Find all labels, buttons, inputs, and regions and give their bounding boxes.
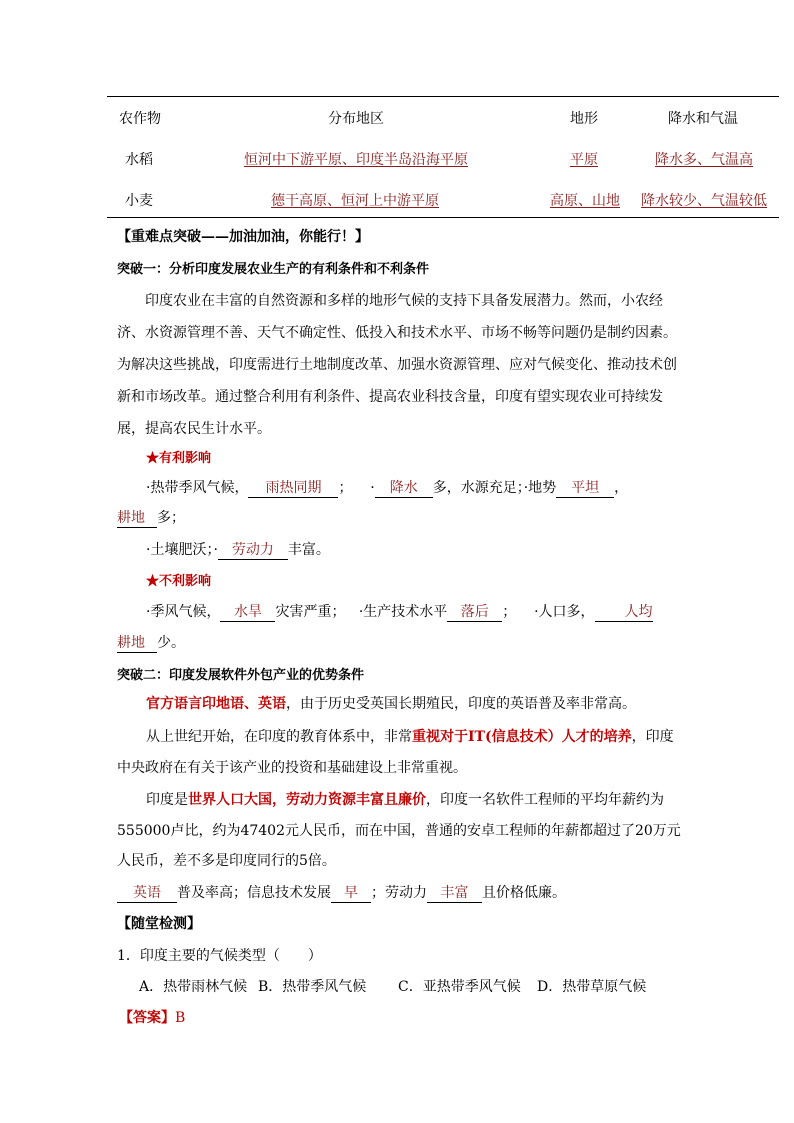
fav3-text-c: 丰富。 xyxy=(287,542,330,558)
unf-text-d: ·生产技术水平 xyxy=(358,604,448,620)
fav-text-g: 多； xyxy=(157,510,185,526)
sum-blank-early: 早 xyxy=(331,882,371,903)
b2-p3-highlight: 世界人口大国，劳动力资源丰富且廉价 xyxy=(188,792,426,808)
table-top-rule xyxy=(107,96,779,97)
unf-text-g: 少。 xyxy=(157,635,185,651)
favorable-line-3 xyxy=(146,539,330,560)
b2-p1-highlight: 官方语言印地语、英语 xyxy=(146,696,286,712)
unf-text-a: ·季风气候， xyxy=(146,604,221,620)
table-row-wheat-region: 德干高原、恒河上中游平原 xyxy=(271,193,439,209)
fav-blank-flat: 平坦 xyxy=(556,477,614,498)
sum-text-d: 且价格低廉。 xyxy=(482,885,566,901)
unf-blank-backward: 落后 xyxy=(447,601,502,622)
fav-text-f: ， xyxy=(614,480,629,496)
fav-blank-precip: 降水 xyxy=(375,477,433,498)
quiz-option-d: D．热带草原气候 xyxy=(537,979,647,995)
sum-text-c: ；劳动力 xyxy=(371,885,427,901)
unf-text-c: 灾害严重； xyxy=(275,604,346,620)
unf-blank-flood-drought: 水旱 xyxy=(220,601,275,622)
quiz-question-1: 1．印度主要的气候类型（ ） xyxy=(117,948,322,964)
answer-value: B xyxy=(175,1010,186,1026)
b2-p2-line2: 中央政府在有关于该产业的投资和基础建设上非常重视。 xyxy=(117,760,467,776)
quiz-option-b: B．热带季风气候 xyxy=(258,979,367,995)
sum-blank-english: 英语 xyxy=(117,882,177,903)
fav-blank-rain-heat: 雨热同期 xyxy=(248,477,338,498)
unfavorable-title: ★不利影响 xyxy=(146,574,212,589)
unf-text-f: ·人口多， xyxy=(534,604,595,620)
table-row-rice-crop: 水稻 xyxy=(125,152,153,168)
b2-p3-a: 印度是 xyxy=(146,792,188,808)
breakthrough-1-paragraph xyxy=(117,285,677,445)
table-header-region: 分布地区 xyxy=(328,111,384,127)
b2-p1 xyxy=(146,693,636,713)
table-header-climate: 降水和气温 xyxy=(668,111,738,127)
b2-p3-b: ，印度一名软件工程师的平均年薪约为 xyxy=(426,792,664,808)
fav-text-a: ·热带季风气候， xyxy=(146,480,249,496)
unf-blank-farmland: 耕地 xyxy=(117,632,157,653)
table-row-rice-region: 恒河中下游平原、印度半岛沿海平原 xyxy=(244,152,468,168)
section-title: 【重难点突破——加油加油，你能行！】 xyxy=(117,229,369,245)
favorable-line-2 xyxy=(117,507,185,528)
b2-p2-highlight: 重视对于IT(信息技术）人才的培养 xyxy=(412,729,632,745)
b2-p2-a: 从上世纪开始，在印度的教育体系中，非常 xyxy=(146,729,412,745)
quiz-title: 【随堂检测】 xyxy=(117,916,201,932)
table-header-terrain: 地形 xyxy=(570,111,598,127)
table-row-rice-terrain: 平原 xyxy=(570,152,598,168)
quiz-option-a: A．热带雨林气候 xyxy=(139,979,248,995)
fav-text-d: · xyxy=(370,480,375,496)
quiz-answer xyxy=(119,1007,185,1027)
favorable-line-1 xyxy=(146,477,628,498)
sum-blank-rich: 丰富 xyxy=(427,882,482,903)
answer-label: 【答案】 xyxy=(119,1010,175,1026)
quiz-option-c: C．亚热带季风气候 xyxy=(398,979,521,995)
fav-text-e: 多，水源充足；·地势 xyxy=(432,480,557,496)
breakthrough-1-title: 突破一：分析印度发展农业生产的有利条件和不利条件 xyxy=(117,262,430,277)
b2-p3-line3: 人民币，差不多是印度同行的5倍。 xyxy=(117,853,336,869)
favorable-title: ★有利影响 xyxy=(146,451,212,466)
table-row-wheat-crop: 小麦 xyxy=(125,193,153,209)
fav-blank-labor: 劳动力 xyxy=(218,539,288,560)
fav-text-c: ； xyxy=(338,480,353,496)
b2-summary xyxy=(117,882,566,903)
table-row-rice-climate: 降水多、气温高 xyxy=(655,152,753,168)
table-bottom-rule xyxy=(107,217,779,218)
unfavorable-line-1 xyxy=(146,601,653,622)
fav3-text-a: ·土壤肥沃；· xyxy=(146,542,218,558)
table-row-wheat-terrain: 高原、山地 xyxy=(550,193,620,209)
b2-p1-rest: ，由于历史受英国长期殖民，印度的英语普及率非常高。 xyxy=(286,696,636,712)
b2-p2-line1 xyxy=(146,726,674,746)
b2-p3-line2: 555000卢比，约为47402元人民币，而在中国，普通的安卓工程师的年薪都超过了20万元 xyxy=(117,823,681,839)
b2-p2-b: ，印度 xyxy=(631,729,674,745)
table-header-crop: 农作物 xyxy=(119,111,161,127)
unf-text-e: ； xyxy=(502,604,517,620)
sum-text-a: 普及率高；信息技术发展 xyxy=(177,885,331,901)
breakthrough-2-title: 突破二：印度发展软件外包产业的优势条件 xyxy=(117,668,365,683)
fav-blank-farmland: 耕地 xyxy=(117,507,157,528)
unfavorable-line-2 xyxy=(117,632,185,653)
b2-p3-line1 xyxy=(146,789,664,809)
table-row-wheat-climate: 降水较少、气温较低 xyxy=(641,193,767,209)
paragraph-text: 印度农业在丰富的自然资源和多样的地形气候的支持下具备发展潜力。然而，小农经济、水资源管理不善、天气不确定性、低投入和技术水平、市场不畅等问题仍是制约因素。为解决这些挑战，印度需进行土地制度改革、加强水资源管理、应对气候变化、推动技术创新和市场改革。通过整合利用有利条件、提高农业科技含量，印度有望实现农业可持续发展，提高农民生计水平。 xyxy=(117,293,677,437)
unf-blank-per-capita: 人均 xyxy=(595,601,653,622)
